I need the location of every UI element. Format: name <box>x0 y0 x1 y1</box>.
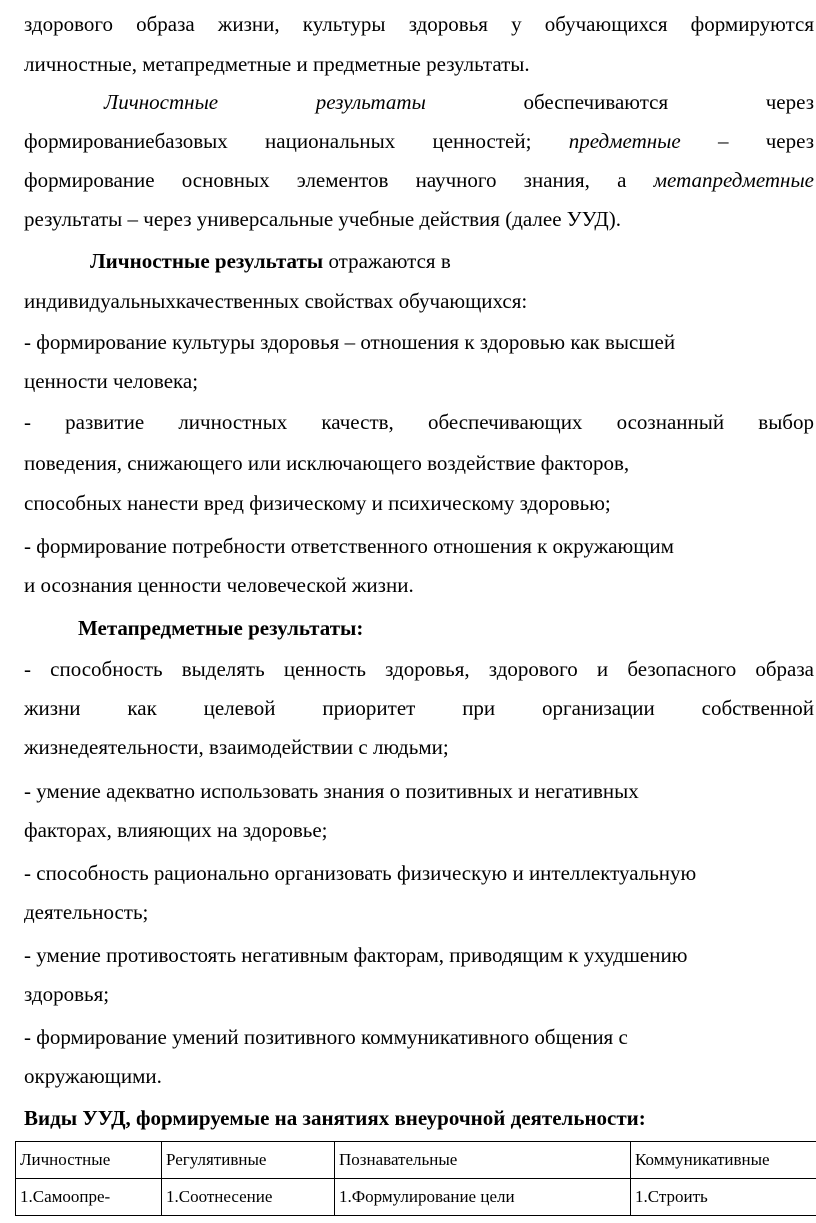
list-item: жизнедеятельности, взаимодействии с людьми; <box>24 735 449 759</box>
list-item: - формирование умений позитивного коммуникативного общения с <box>24 1025 628 1049</box>
list-item: факторах, влияющих на здоровье; <box>24 818 328 842</box>
text-run: формирование основных элементов научного знания, а <box>24 168 627 192</box>
list-item: - развитие личностных качеств, обеспечивающих осознанный выбор <box>24 410 814 434</box>
list-item: - умение адекватно использовать знания о позитивных и негативных <box>24 779 639 803</box>
list-item: деятельность; <box>24 900 149 924</box>
section-heading: Метапредметные результаты: <box>78 616 364 640</box>
list-item: поведения, снижающего или исключающего воздействие факторов, <box>24 451 630 475</box>
list-item: и осознания ценности человеческой жизни. <box>24 573 414 597</box>
table-cell: 1.Формулирование цели <box>335 1179 631 1216</box>
paragraph-line <box>24 127 814 155</box>
table-cell: Личностные <box>16 1142 162 1179</box>
paragraph-line: индивидуальныхкачественных свойствах обучающихся: <box>24 289 528 313</box>
table-cell: 1.Строить <box>631 1179 816 1216</box>
table-cell: 1.Самоопре- <box>16 1179 162 1216</box>
italic-term: результаты <box>315 90 426 114</box>
italic-term: Личностные <box>104 90 219 114</box>
table-cell: 1.Соотнесение <box>162 1179 335 1216</box>
text-run: отражаются в <box>323 249 451 273</box>
list-item: - способность выделять ценность здоровья, здорового и безопасного образа <box>24 657 814 681</box>
table-cell: Коммуникативные <box>631 1142 816 1179</box>
bold-term: Личностные результаты <box>90 249 324 273</box>
paragraph-line: здорового образа жизни, культуры здоровья у обучающихся формируются <box>24 12 814 36</box>
paragraph-line: результаты – через универсальные учебные действия (далее УУД). <box>24 207 621 231</box>
italic-term: метапредметные <box>653 168 815 192</box>
table-row <box>16 1179 816 1216</box>
paragraph-line: личностные, метапредметные и предметные результаты. <box>24 52 530 76</box>
table-header-row <box>16 1142 816 1179</box>
list-item: здоровья; <box>24 982 110 1006</box>
list-item: - умение противостоять негативным факторам, приводящим к ухудшению <box>24 943 688 967</box>
list-item: окружающими. <box>24 1064 162 1088</box>
list-item: жизни как целевой приоритет при организации собственной <box>24 696 814 720</box>
uud-table <box>15 1141 816 1216</box>
table-heading: Виды УУД, формируемые на занятиях внеурочной деятельности: <box>24 1106 646 1130</box>
list-item: способных нанести вред физическому и психическому здоровью; <box>24 491 611 515</box>
text-run: – через <box>717 129 814 153</box>
table-cell: Познавательные <box>335 1142 631 1179</box>
paragraph-line <box>104 88 814 116</box>
table-cell: Регулятивные <box>162 1142 335 1179</box>
list-item: - способность рационально организовать физическую и интеллектуальную <box>24 861 697 885</box>
paragraph-line <box>24 166 814 194</box>
list-item: - формирование потребности ответственного отношения к окружающим <box>24 534 674 558</box>
list-item: ценности человека; <box>24 369 199 393</box>
text-run: формированиебазовых национальных ценностей; <box>24 129 532 153</box>
text-run: через <box>765 90 815 114</box>
italic-term: предметные <box>568 129 681 153</box>
list-item: - формирование культуры здоровья – отношения к здоровью как высшей <box>24 330 676 354</box>
paragraph-line <box>90 247 814 275</box>
text-run: обеспечиваются <box>523 90 669 114</box>
